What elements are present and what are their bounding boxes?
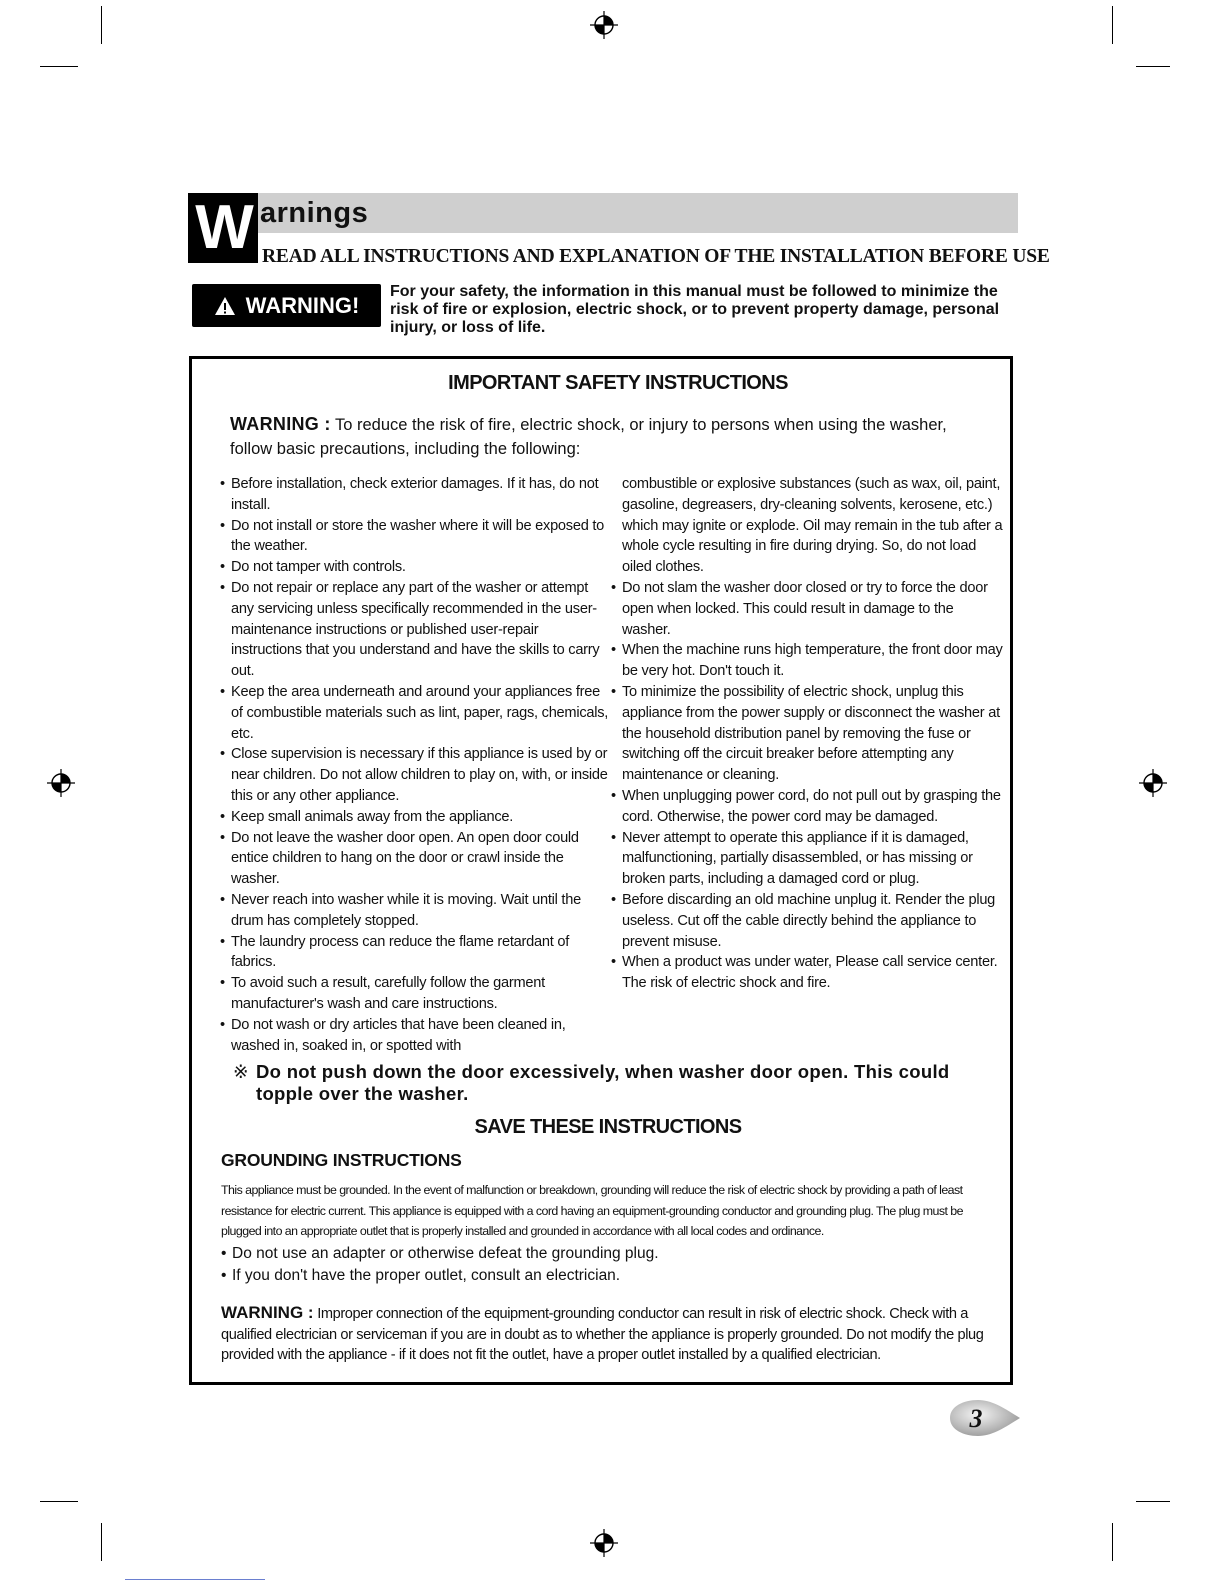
warning-triangle-icon bbox=[214, 296, 236, 316]
list-item: • Keep the area underneath and around your appliances free of combustible materials such as lint, paper, rags, chemicals, etc. bbox=[220, 682, 610, 744]
list-item: • Do not tamper with controls. bbox=[220, 557, 610, 578]
warning-label: WARNING : bbox=[221, 1303, 314, 1322]
warning-intro-text: For your safety, the information in this manual must be followed to minimize the risk of fire or explosion, electric shock, or to prevent property damage, personal injury, or loss of life. bbox=[390, 283, 1000, 336]
list-item: • Never reach into washer while it is moving. Wait until the drum has completely stopped. bbox=[220, 890, 610, 932]
reference-mark-icon: ※ bbox=[233, 1061, 249, 1082]
grounding-heading: GROUNDING INSTRUCTIONS bbox=[221, 1150, 462, 1170]
warning-text: To reduce the risk of fire, electric shock, or injury to persons when using the washer, follow basic precautions, including the following: bbox=[230, 416, 947, 458]
grounding-warning-paragraph bbox=[221, 1303, 1001, 1366]
left-column bbox=[220, 474, 610, 1056]
list-item: • Do not leave the washer door open. An open door could entice children to hang on the door or crawl inside the washer. bbox=[220, 828, 610, 890]
list-item: • Before installation, check exterior damages. If it has, do not install. bbox=[220, 474, 610, 516]
safety-warning-paragraph bbox=[230, 412, 990, 461]
crop-mark bbox=[125, 1579, 265, 1580]
list-item: • Do not install or store the washer where it will be exposed to the weather. bbox=[220, 516, 610, 558]
crop-mark bbox=[101, 1523, 102, 1561]
list-item: • Before discarding an old machine unplug it. Render the plug useless. Cut off the cable directly behind the appliance to prevent misuse. bbox=[611, 890, 1003, 952]
crop-mark bbox=[1112, 6, 1113, 44]
page-number-badge bbox=[944, 1398, 1022, 1438]
list-item: • When a product was under water, Please call service center. The risk of electric shock and fire. bbox=[611, 952, 1003, 994]
page-number: 3 bbox=[969, 1404, 983, 1433]
crop-mark bbox=[1136, 1501, 1170, 1502]
header-initial-letter: W bbox=[188, 193, 258, 263]
grounding-body: This appliance must be grounded. In the event of malfunction or breakdown, grounding will reduce the risk of electric shock by providing a path of least resistance for electric current. This appliance is equipped with a cord having an equipment-grounding conductor and grounding plug. The plug must be plugged into an appropriate outlet that is properly installed and grounded in accordance with all local codes and ordinance. bbox=[221, 1183, 963, 1238]
list-item-continuation: combustible or explosive substances (such as wax, oil, paint, gasoline, degreasers, dry-cleaning solvents, kerosene, etc.) which may ignite or explode. Oil may remain in the tub after a whole cycle resulting in fire during drying. So, do not load oiled clothes. bbox=[622, 476, 1003, 576]
warning-label: WARNING : bbox=[230, 414, 331, 434]
crop-mark bbox=[101, 6, 102, 44]
page-subtitle: READ ALL INSTRUCTIONS AND EXPLANATION OF THE INSTALLATION BEFORE USE bbox=[262, 246, 1050, 267]
crop-mark bbox=[1136, 66, 1170, 67]
list-item: • Do not repair or replace any part of the washer or attempt any servicing unless specifically recommended in the user-maintenance instructions or published user-repair instructions that you understand and have the skills to carry out. bbox=[220, 578, 610, 682]
grounding-bullets bbox=[221, 1243, 981, 1286]
list-item: • The laundry process can reduce the flame retardant of fabrics. bbox=[220, 932, 610, 974]
page-title: arnings bbox=[260, 197, 369, 229]
list-item: • Never attempt to operate this appliance if it is damaged, malfunctioning, partially disassembled, or has missing or broken parts, including a damaged cord or plug. bbox=[611, 828, 1003, 890]
warning-badge bbox=[192, 284, 381, 327]
registration-mark-icon bbox=[1139, 769, 1167, 797]
crop-mark bbox=[40, 66, 78, 67]
list-item: • Close supervision is necessary if this appliance is used by or near children. Do not allow children to play on, with, or inside this or any other appliance. bbox=[220, 744, 610, 806]
list-item: • Do not slam the washer door closed or try to force the door open when locked. This could result in damage to the washer. bbox=[611, 578, 1003, 640]
list-item: • To avoid such a result, carefully follow the garment manufacturer's wash and care instructions. bbox=[220, 973, 610, 1015]
header-band bbox=[258, 193, 1018, 233]
list-item: • Do not use an adapter or otherwise defeat the grounding plug. bbox=[221, 1243, 981, 1265]
registration-mark-icon bbox=[590, 1529, 618, 1557]
section-title-safety: IMPORTANT SAFETY INSTRUCTIONS bbox=[448, 372, 788, 394]
section-title-save: SAVE THESE INSTRUCTIONS bbox=[474, 1116, 742, 1138]
list-item: • Keep small animals away from the appliance. bbox=[220, 807, 610, 828]
crop-mark bbox=[1112, 1523, 1113, 1561]
registration-mark-icon bbox=[590, 11, 618, 39]
warning-text: Improper connection of the equipment-grounding conductor can result in risk of electric shock. Check with a qualified electrician or serviceman if you are in doubt as to whether the appliance is properly grounded. Do not modify the plug provided with the appliance - if it does not fit the outlet, have a proper outlet installed by a qualified electrician. bbox=[221, 1306, 984, 1363]
list-item: • When the machine runs high temperature, the front door may be very hot. Don't touch it. bbox=[611, 640, 1003, 682]
list-item: • If you don't have the proper outlet, consult an electrician. bbox=[221, 1265, 981, 1287]
registration-mark-icon bbox=[47, 769, 75, 797]
list-item: • To minimize the possibility of electric shock, unplug this appliance from the power supply or disconnect the washer at the household distribution panel by removing the fuse or switching off the circuit breaker before attempting any maintenance or cleaning. bbox=[611, 682, 1003, 786]
right-column bbox=[611, 474, 1003, 994]
list-item: • Do not wash or dry articles that have been cleaned in, washed in, soaked in, or spotted with bbox=[220, 1015, 610, 1057]
list-item: • When unplugging power cord, do not pull out by grasping the cord. Otherwise, the power cord may be damaged. bbox=[611, 786, 1003, 828]
warning-badge-label: WARNING! bbox=[245, 292, 360, 318]
crop-mark bbox=[40, 1501, 78, 1502]
door-caution-text: Do not push down the door excessively, when washer door open. This could topple over the washer. bbox=[256, 1061, 950, 1104]
